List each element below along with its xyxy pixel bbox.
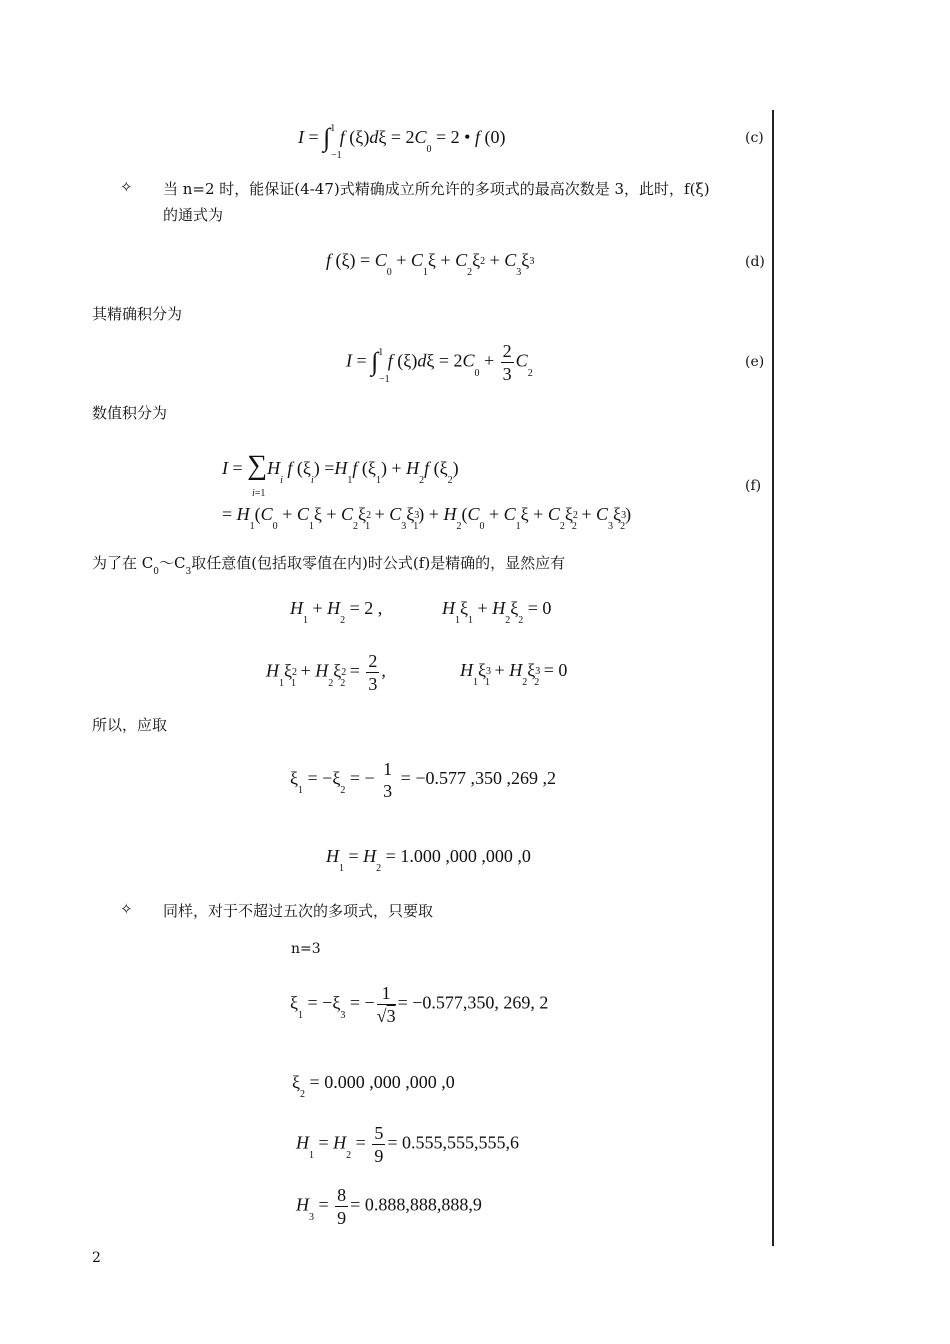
xi-values-n2: $\xi_1 = -\xi_2$ = − 1 3 = −0.577 ,350 ,269 ,2 [290, 759, 556, 801]
equation-label-c: (c) [745, 130, 764, 146]
paragraph-therefore: 所以，应取 [92, 716, 168, 734]
bullet-icon: ✧ [120, 178, 133, 196]
paragraph-n2-line2: 的通式为 [163, 206, 224, 224]
equation-f-line1: $I = \sum H_i$ f $(\xi_i) =H_1f$ $(\xi_1) + H_2f$ $(\xi_2)$ [222, 450, 459, 486]
sum-index: i=1 [252, 488, 266, 499]
xi2-value-n3: $\xi_2 = 0.000$ ,000 ,000 ,0 [292, 1072, 455, 1100]
equation-f-line2: = $H_1(C_0 + C_1\xi + C_2\xi 2_1 + C_3\xi 3_1) + H_2(C_0 + C_1\xi + C_2\xi 2_2 + C_3\xi 3_2)$ [222, 504, 632, 532]
condition-eq-3: $H_1\xi 2_1 + H_2\xi 2_2$ = $\frac{2}{3}$ , [266, 651, 386, 694]
paragraph-five-degree: 同样，对于不超过五次的多项式，只要取 [163, 902, 434, 920]
equation-label-f: (f) [745, 478, 762, 494]
equation-label-d: (d) [745, 254, 765, 270]
condition-eq-2: $H_1\xi_1 + H_2\xi_2 = 0$ [442, 598, 552, 626]
xi-values-n3: $\xi_1 = -\xi_3$ = − $\frac{1}{√3}$ = −0.577,350, 269, 2 [290, 983, 549, 1026]
bullet-icon: ✧ [120, 900, 133, 918]
paragraph-exact-integral: 其精确积分为 [92, 305, 183, 323]
condition-eq-4: $H_1\xi 3_1 + H_2\xi 3_2 = 0$ [460, 660, 568, 688]
h3-value-n3: $H_3$ = $\frac{8}{9}$ = 0.888,888,888,9 [296, 1185, 482, 1228]
paragraph-n2-line1: 当 n=2 时，能保证(4-47)式精确成立所允许的多项式的最高次数是 3，此时，f(ξ) [163, 180, 710, 198]
margin-rule [772, 110, 774, 1246]
equation-c: I = ∫$^1$ −1 f $(\xi)d\xi = 2C_0 = 2$ • f (0) [298, 123, 506, 161]
h12-values-n3: $H_1 = H_2$ = $\frac{5}{9}$ = 0.555,555,555,6 [296, 1123, 519, 1166]
equation-label-e: (e) [745, 354, 765, 370]
equation-d: f $(\xi) = C_0 + C_1\xi + C_2\xi 2 + C_3\xi 3$ [326, 250, 535, 278]
page-number: 2 [92, 1250, 101, 1266]
paragraph-conditions: 为了在 $C_0\sim C_3$取任意值(包括取零值在内)时公式(f)是精确的，显然应有 [92, 554, 566, 577]
equation-e: I = ∫$^1$ −1 f $(\xi)d\xi = 2C_0$ + $\frac{2}{3}$ $C_2$ [346, 341, 533, 385]
n-value: n=3 [291, 941, 321, 957]
paragraph-numerical-integral: 数值积分为 [92, 404, 168, 422]
h-values-n2: $H_1 = H_2 = 1.000$ ,000 ,000 ,0 [326, 846, 531, 874]
condition-eq-1: $H_1 + H_2 = 2$ , [290, 598, 383, 626]
